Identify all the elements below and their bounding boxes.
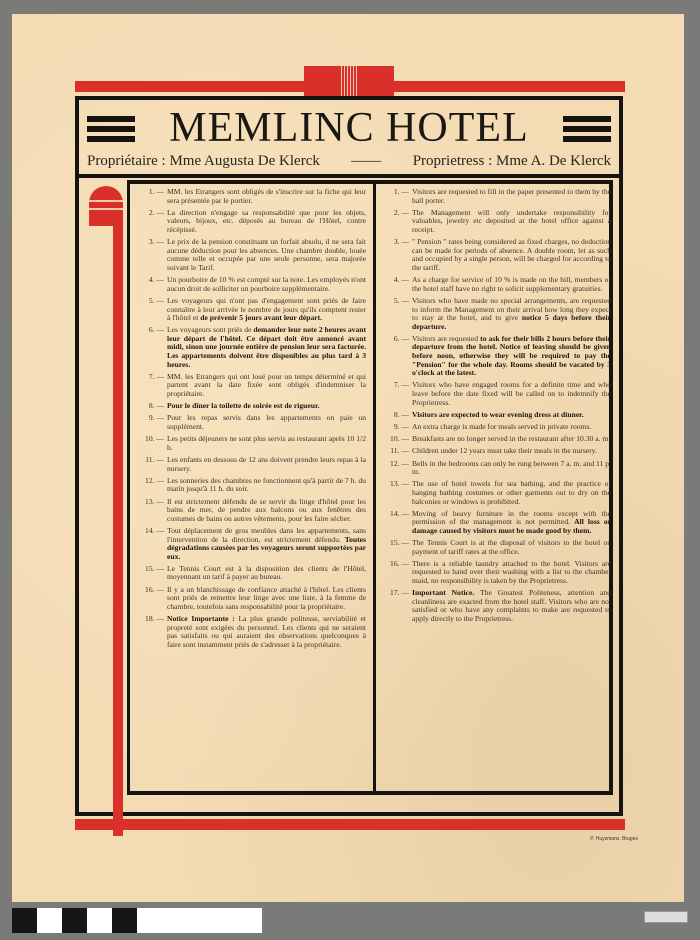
- rule-text-plain: Les voyageurs sont priés de: [167, 325, 252, 335]
- rule-item: [138, 326, 366, 369]
- rule-text-plain: MM. les Etrangers qui ont loué pour un temps déterminé et qui partent avant la date fixée sont obligés d'indemniser la propriétaire.: [167, 371, 366, 399]
- bottom-red-band: [75, 819, 625, 830]
- rule-item: [383, 411, 611, 420]
- rule-text: [412, 435, 611, 444]
- rule-text: [412, 589, 611, 623]
- printer-credit: P. Huysmans, Bruges: [590, 836, 638, 842]
- rule-item: [383, 335, 611, 378]
- rule-number: 14. —: [390, 508, 409, 518]
- rule-item: [138, 402, 366, 411]
- rule-text: [167, 402, 366, 411]
- top-red-ornament: [304, 66, 394, 100]
- rule-number: 16. —: [145, 584, 164, 594]
- rule-text-plain: La direction n'engage sa responsabilité que pour les objets, valeurs, bijoux, etc. déposés au bureau de l'Hôtel, contre récépissé.: [167, 207, 366, 234]
- rule-item: [383, 238, 611, 272]
- rule-text: [167, 297, 366, 323]
- rule-text: [412, 238, 611, 272]
- rule-text-plain: Moving of heavy furniture in the rooms except with the permission of the management is not permitted.: [412, 508, 611, 527]
- rule-number: 3. —: [148, 237, 164, 247]
- rule-item: [138, 297, 366, 323]
- rule-item: [138, 414, 366, 431]
- rule-text-plain: " Pension " rates being considered as fixed charges, no deduction can be made for periods of absence. A double room, let as such and occupied by a single person, will be charged for according to the tariff.: [412, 237, 611, 272]
- proprietor-en: Proprietress : Mme A. De Klerck: [412, 153, 611, 169]
- rule-text: [412, 510, 611, 536]
- ornament-stem: [113, 226, 123, 836]
- rule-text: [412, 423, 611, 432]
- rule-number: 11. —: [390, 446, 409, 456]
- rule-number: 3. —: [393, 237, 409, 247]
- rule-text-plain: Breakfasts are no longer served in the restaurant after 10.30 a. m.: [412, 434, 611, 444]
- rule-text: [412, 447, 611, 456]
- rule-text-plain: Visitors are requested to fill in the paper presented to them by the hall porter.: [412, 187, 611, 205]
- poster-frame: [75, 96, 623, 816]
- rule-text-bold: Important Notice.: [412, 588, 475, 598]
- rule-item: [383, 510, 611, 536]
- rule-text: [167, 238, 366, 272]
- rule-number: 5. —: [148, 295, 164, 305]
- rule-text: [167, 435, 366, 452]
- rule-text-plain: The use of hotel towels for sea bathing, and the practice of hanging bathing costumes or other garments out to dry on the balconies or windows is prohibited.: [412, 479, 611, 506]
- rule-item: [138, 456, 366, 473]
- rule-text: [412, 381, 611, 407]
- rule-number: 10. —: [390, 434, 409, 444]
- rule-number: 15. —: [390, 538, 409, 548]
- rule-text: [412, 335, 611, 378]
- rule-item: [138, 209, 366, 235]
- rule-text: [412, 209, 611, 235]
- rule-text-bold: Visitors are expected to wear evening dress at dinner.: [412, 409, 584, 419]
- rule-text: [167, 209, 366, 235]
- rule-item: [138, 435, 366, 452]
- rule-number: 6. —: [393, 333, 409, 343]
- rule-number: 13. —: [390, 479, 409, 489]
- rule-number: 13. —: [145, 496, 164, 506]
- rule-text-bold: de prévenir 5 jours avant leur départ.: [200, 313, 323, 323]
- rule-text-plain: Visitors are requested: [412, 333, 479, 343]
- rule-number: 12. —: [390, 458, 409, 468]
- rule-text: [412, 276, 611, 293]
- rule-number: 12. —: [145, 475, 164, 485]
- rule-item: [383, 480, 611, 506]
- rule-text: [412, 411, 611, 420]
- header-rule: [79, 174, 619, 178]
- rule-text-plain: The Tennis Court is at the disposal of visitors to the hotel on payment of tariff rates at the office.: [412, 538, 611, 556]
- ornament-stripes: [339, 66, 359, 100]
- proprietor-line: [87, 153, 611, 170]
- rule-item: [383, 188, 611, 205]
- rule-text-plain: There is a reliable laundry attached to the hotel. Visitors are requested to hand over their washing with a list to the chamber maid, no responsibility is taken by the Proprietress.: [412, 558, 611, 586]
- archive-tag: [644, 911, 688, 923]
- rule-number: 11. —: [145, 454, 164, 464]
- rule-number: 10. —: [145, 434, 164, 444]
- column-divider: [373, 184, 376, 791]
- rule-text: [412, 560, 611, 586]
- rule-item: [383, 460, 611, 477]
- rule-item: [138, 498, 366, 524]
- header: [79, 100, 619, 156]
- right-bars-ornament: [563, 116, 611, 142]
- rule-item: [383, 381, 611, 407]
- rule-text: [167, 414, 366, 431]
- rule-number: 9. —: [148, 413, 164, 423]
- rule-item: [138, 586, 366, 612]
- rule-text-plain: Il y a un blanchissage de confiance attaché à l'hôtel. Les clients sont priés de remettre leur linge avec une liste, à la femme de chambre, toutefois sans responsabilité pour la propriétaire.: [167, 584, 366, 611]
- ornament-cap: [89, 186, 123, 226]
- rule-item: [138, 615, 366, 649]
- rule-number: 7. —: [148, 371, 164, 381]
- rule-text-plain: Visitors who have engaged rooms for a definite time and who leave before the date fixed will be called on to indemnify the Proprietress.: [412, 380, 611, 407]
- rule-text-bold: demander leur note 2 heures avant leur départ de l'hôtel. Ce départ doit être annoncé avant midi, sinon une journée entière de pension leur sera facturée. Les appartements doivent être disponibles au plus tard à 3 heures.: [167, 325, 367, 369]
- rule-number: 7. —: [393, 380, 409, 390]
- rule-text: [167, 188, 366, 205]
- rule-item: [138, 373, 366, 399]
- rule-text-bold: All loss or damage caused by visitors must be made good by them.: [412, 517, 611, 535]
- rule-text-plain: Children under 12 years must take their meals in the nursery.: [412, 446, 597, 456]
- rule-text: [167, 586, 366, 612]
- rule-text: [167, 276, 366, 293]
- rule-text: [412, 188, 611, 205]
- rule-text-plain: Les enfants en dessous de 12 ans doivent prendre leurs repas à la nursery.: [167, 454, 366, 473]
- rule-item: [138, 477, 366, 494]
- rule-number: 1. —: [148, 187, 164, 196]
- rule-text: [412, 460, 611, 477]
- rule-text: [167, 456, 366, 473]
- rule-item: [138, 276, 366, 293]
- rule-item: [383, 276, 611, 293]
- rule-number: 2. —: [393, 207, 409, 217]
- rule-text-bold: notice 5 days before their departure.: [412, 313, 611, 331]
- rule-text-plain: Pour les repas servis dans les appartements on paie un supplément.: [167, 413, 366, 431]
- rule-number: 18. —: [145, 614, 164, 624]
- rule-text-bold: to ask for their bills 2 hours before their departure from the hotel. Notice of leaving should be given before noon, otherwise they will be required to pay the "Pension" for the whole day. Rooms should be vacated by 3 o'clock at the latest.: [412, 333, 612, 378]
- rule-number: 14. —: [145, 525, 164, 535]
- rule-number: 2. —: [148, 207, 164, 217]
- rule-number: 16. —: [390, 558, 409, 568]
- rule-number: 4. —: [393, 275, 409, 285]
- rules-english-column: [383, 188, 611, 627]
- rule-item: [383, 560, 611, 586]
- proprietor-fr: Propriétaire : Mme Augusta De Klerck: [87, 153, 320, 169]
- rule-item: [383, 297, 611, 331]
- rule-text-plain: Le prix de la pension constituant un forfait absolu, il ne sera fait aucune déduction pour les absences. Une chambre double, louée comme telle et occupée par une seule personne, sera majorée suivant le Tarif.: [167, 237, 366, 272]
- rule-text-plain: The Greatest Politeness, attention and cleanliness are exacted from the hotel staff. Visitors who are not satisfied or who have any complaints to make are requested to apply directly to the Proprietress.: [412, 588, 611, 624]
- rule-text-plain: Les petits déjeuners ne sont plus servis au restaurant après 10 1/2 h.: [167, 434, 366, 452]
- rule-text-bold: Pour le dîner la toilette de soirée est de rigueur.: [167, 401, 320, 411]
- rule-number: 17. —: [390, 588, 409, 598]
- rule-item: [138, 238, 366, 272]
- left-red-ornament: [89, 186, 123, 226]
- rule-number: 5. —: [393, 295, 409, 305]
- rule-text: [412, 480, 611, 506]
- rule-item: [383, 423, 611, 432]
- rule-text: [412, 539, 611, 556]
- rule-text: [167, 527, 366, 561]
- rule-text-plain: The Management will only undertake responsibility for valuables, jewelry etc deposited at the hotel office against a receipt.: [412, 207, 611, 234]
- rule-text-plain: Le Tennis Court est à la disposition des clients de l'Hôtel, moyennant un tarif à payer au bureau.: [167, 563, 366, 582]
- rule-item: [383, 209, 611, 235]
- rule-item: [138, 527, 366, 561]
- separator: ——: [351, 153, 382, 169]
- rule-text-plain: Visitors who have made no special arrangements, are requested to inform the Management on their arrival how long they expect to stay at the hotel, and to give: [412, 295, 611, 323]
- rule-text-plain: Il est strictement défendu de se servir du linge d'hôtel pour les bains de mer, de pendre aux balcons ou aux fenêtres des costumes de bains ou autres vêtements, pour les faire sécher.: [167, 496, 366, 523]
- rule-text: [412, 297, 611, 331]
- rule-number: 4. —: [148, 275, 164, 285]
- rule-text: [167, 565, 366, 582]
- rule-text: [167, 615, 366, 649]
- hotel-title: MEMLINC HOTEL: [169, 105, 529, 151]
- rule-text: [167, 498, 366, 524]
- rule-text-plain: Les sonneries des chambres ne fonctionnent qu'à partir de 7 h. du matin jusqu'à 11 h. du soir.: [167, 475, 366, 494]
- rule-number: 6. —: [148, 325, 164, 335]
- rule-text-plain: Un pourboire de 10 % est compté sur la note. Les employés n'ont aucun droit de solliciter un pourboire supplémentaire.: [167, 275, 366, 293]
- rule-item: [383, 447, 611, 456]
- rule-number: 15. —: [145, 563, 164, 573]
- rule-text-plain: MM. les Etrangers sont obligés de s'inscrire sur la fiche qui leur sera présentée par le portier.: [167, 187, 366, 205]
- rule-text-bold: Toutes dégradations causées par les voyageurs seront supportées par eux.: [167, 534, 366, 561]
- rule-text-plain: As a charge for service of 10 % is made on the bill, members of the hotel staff have no right to solicit supplementary gratuities.: [412, 275, 611, 293]
- rule-text: [167, 477, 366, 494]
- rule-number: 1. —: [393, 187, 409, 196]
- rule-item: [383, 435, 611, 444]
- rule-text-plain: Les voyageurs qui n'ont pas d'engagement sont priés de faire connaître à leur arrivée le nombre de jours qu'ils comptent rester à l'hôtel et: [167, 295, 366, 323]
- rule-number: 8. —: [393, 409, 409, 419]
- rule-text: [167, 373, 366, 399]
- rules-box: [127, 180, 613, 795]
- rule-item: [383, 589, 611, 623]
- rule-text-plain: An extra charge is made for meals served in private rooms.: [412, 422, 592, 431]
- rule-text: [167, 326, 366, 369]
- rule-number: 9. —: [393, 422, 409, 431]
- rule-number: 8. —: [148, 401, 164, 411]
- rule-text-plain: Bells in the bedrooms can only be rung between 7 a. m. and 11 p. m.: [412, 458, 611, 477]
- rule-item: [138, 565, 366, 582]
- rules-french-column: [138, 188, 366, 653]
- rule-text-bold: Notice Importante :: [167, 614, 235, 624]
- color-scale-bar: [12, 908, 262, 933]
- rule-item: [138, 188, 366, 205]
- rule-item: [383, 539, 611, 556]
- rule-text-plain: La plus grande politesse, serviabilité et propreté sont exigées du personnel. Les clients qui ne seraient pas satisfaits ou qui auraient des observations quelconques à faire sont instamment priés de s'adresser à la propriétaire.: [167, 614, 367, 649]
- rule-text-plain: Tout déplacement de gros meubles dans les appartements, sans l'intervention de la direction, est strictement défendu.: [167, 525, 366, 544]
